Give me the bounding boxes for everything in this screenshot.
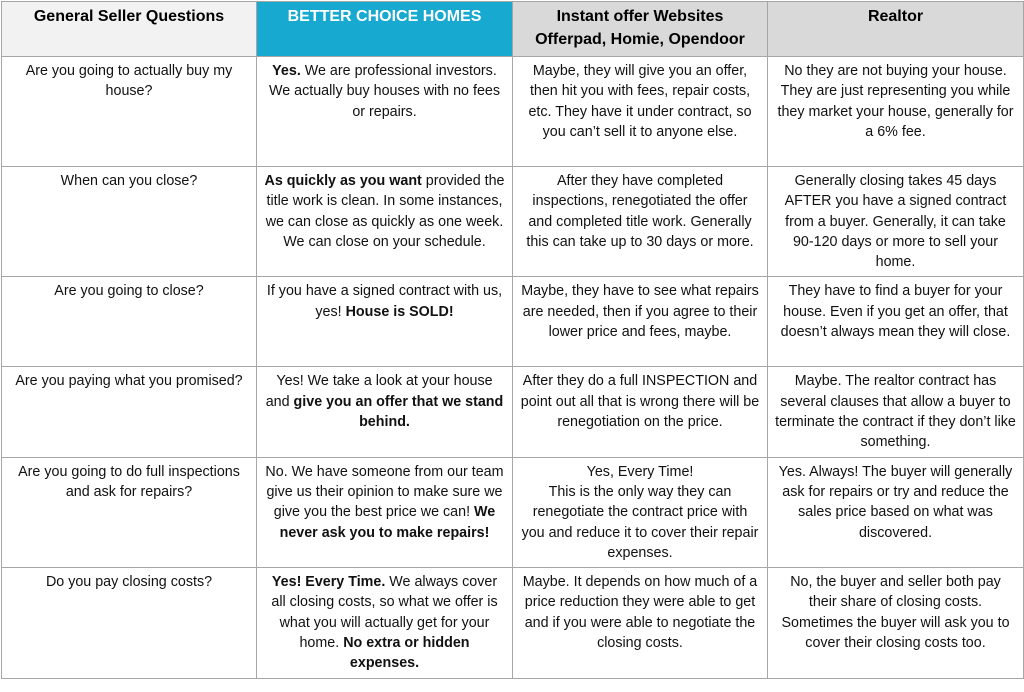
realtor-cell: No they are not buying your house. They are just representing you while they market your house, generally for a 6% fee. [768, 57, 1024, 167]
instant-offer-cell: After they do a full INSPECTION and point out all that is wrong there will be renegotiation on the price. [513, 367, 768, 457]
table-row [2, 367, 1024, 457]
realtor-cell: Generally closing takes 45 days AFTER you have a signed contract from a buyer. Generally, it can take 90-120 days or more to sell your home. [768, 167, 1024, 277]
better-choice-cell [257, 457, 513, 567]
instant-offer-cell: Maybe, they have to see what repairs are needed, then if you agree to their lower price and fees, maybe. [513, 277, 768, 367]
header-instant-offer-websites: Instant offer Websites Offerpad, Homie, Opendoor [513, 2, 768, 57]
cell-text: We are professional investors. We actually buy houses with no fees or repairs. [269, 63, 500, 120]
cell-text: No. We have someone from our team give us their opinion to make sure we give you the best price we can! [265, 463, 504, 521]
bold-text: We never ask you to make repairs! [279, 504, 496, 541]
comparison-table [1, 1, 1024, 679]
header-general-seller-questions: General Seller Questions [2, 2, 257, 57]
realtor-cell: Yes. Always! The buyer will generally ask for repairs or try and reduce the sales price based on what was discovered. [768, 457, 1024, 567]
realtor-cell: They have to find a buyer for your house. Even if you get an offer, that doesn’t always mean they will close. [768, 277, 1024, 367]
table-row [2, 457, 1024, 567]
question-cell: Are you going to close? [2, 277, 257, 367]
cell-text: provided the title work is clean. In some instances, we can close as quickly as one week. We can close on your schedule. [265, 173, 505, 250]
realtor-cell: No, the buyer and seller both pay their share of closing costs. Sometimes the buyer will ask you to cover their closing costs too. [768, 568, 1024, 678]
question-cell: Do you pay closing costs? [2, 568, 257, 678]
bold-text: No extra or hidden expenses. [343, 635, 470, 672]
bold-text: Yes. [272, 63, 301, 79]
better-choice-cell [257, 367, 513, 457]
better-choice-cell [257, 57, 513, 167]
question-cell: Are you going to do full inspections and ask for repairs? [2, 457, 257, 567]
instant-offer-cell: Maybe. It depends on how much of a price reduction they were able to get and if you were able to negotiate the closing costs. [513, 568, 768, 678]
instant-offer-cell [513, 457, 768, 567]
question-cell: Are you paying what you promised? [2, 367, 257, 457]
bold-text: House is SOLD! [345, 303, 454, 320]
question-cell: Are you going to actually buy my house? [2, 57, 257, 167]
cell-text: Yes! We take a look at your house and [265, 373, 493, 410]
better-choice-cell [257, 277, 513, 367]
better-choice-cell [257, 568, 513, 678]
bold-text: Yes! Every Time. [271, 574, 386, 591]
cell-text: This is the only way they can renegotiate the contract price with you and reduce it to cover their repair expenses. [521, 483, 759, 561]
header-row [2, 2, 1024, 57]
cell-text: If you have a signed contract with us, yes! [266, 283, 503, 320]
table-row [2, 57, 1024, 167]
header-realtor: Realtor [768, 2, 1024, 57]
realtor-cell: Maybe. The realtor contract has several clauses that allow a buyer to terminate the contract if they don’t like something. [768, 367, 1024, 457]
instant-offer-cell: Maybe, they will give you an offer, then hit you with fees, repair costs, etc. They have it under contract, so you can’t sell it to anyone else. [513, 57, 768, 167]
instant-offer-cell: After they have completed inspections, renegotiated the offer and completed title work. Generally this can take up to 30 days or more. [513, 167, 768, 277]
table-row [2, 568, 1024, 678]
cell-text: We always cover all closing costs, so what we offer is what you will actually get for your home. [271, 574, 498, 652]
header-better-choice-homes: BETTER CHOICE HOMES [257, 2, 513, 57]
cell-first-line: Yes, Every Time! [586, 463, 694, 480]
table-row [2, 167, 1024, 277]
better-choice-cell [257, 167, 513, 277]
bold-text: give you an offer that we stand behind. [293, 393, 504, 431]
bold-text: As quickly as you want [264, 173, 422, 189]
table-row [2, 277, 1024, 367]
question-cell: When can you close? [2, 167, 257, 277]
